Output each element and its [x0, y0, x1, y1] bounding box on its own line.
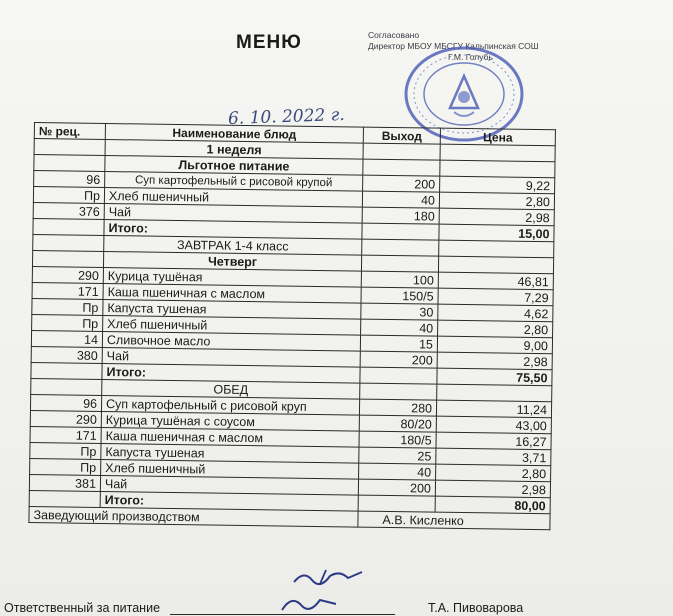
recipe-code: Пр [30, 442, 101, 459]
section-title: ЗАВТРАК 1-4 класс [104, 235, 362, 255]
recipe-code: 290 [30, 410, 101, 427]
header-code: № рец. [34, 123, 105, 140]
dish-price: 2,80 [436, 464, 551, 482]
approval-line: Согласовано [368, 30, 420, 40]
dish-price: 11,24 [436, 400, 551, 418]
dish-price: 2,98 [439, 208, 554, 226]
recipe-code: 14 [31, 330, 102, 347]
dish-output: 180/5 [359, 431, 436, 448]
dish-name: Курица тушёная с соусом [101, 411, 359, 431]
dish-name: Капуста тушеная [101, 443, 359, 463]
dish-output: 150/5 [361, 287, 438, 304]
dish-name: Каша пшеничная с маслом [101, 427, 359, 447]
dish-price: 3,71 [436, 448, 551, 466]
recipe-code: 96 [34, 171, 105, 188]
header-price: Цена [440, 128, 555, 146]
dish-name: Суп картофельный с рисовой крупой [105, 171, 363, 191]
dish-name: Капуста тушеная [103, 299, 361, 319]
recipe-code: Пр [32, 314, 103, 331]
dish-name: Сливочное масло [102, 331, 360, 351]
dish-price: 4,62 [438, 304, 553, 322]
recipe-code: 381 [29, 474, 100, 491]
total-label: Итого: [102, 363, 360, 383]
header-output: Выход [363, 127, 440, 144]
dish-name: Каша пшеничная с маслом [103, 283, 361, 303]
approval-signatory: Г.М. Голубь [448, 52, 493, 62]
recipe-code: 171 [32, 282, 103, 299]
dish-price: 2,98 [435, 480, 550, 498]
dish-price: 2,98 [437, 352, 552, 370]
dish-price: 9,22 [440, 176, 555, 194]
dish-output: 40 [361, 319, 438, 336]
dish-output: 200 [363, 175, 440, 192]
dish-output: 280 [359, 399, 436, 416]
recipe-code: Пр [33, 187, 104, 204]
menu-date: 6. 10. 2022 г. [227, 104, 346, 130]
recipe-code: 380 [31, 346, 102, 363]
dish-output: 15 [360, 335, 437, 352]
footer-responsible [4, 601, 523, 615]
dish-price: 16,27 [436, 432, 551, 450]
dish-name: Суп картофельный с рисовой круп [101, 395, 359, 415]
signature-icon [276, 592, 356, 614]
total-value: 75,50 [437, 368, 552, 386]
dish-name: Чай [100, 475, 358, 495]
total-value: 15,00 [439, 224, 554, 242]
dish-price: 9,00 [437, 336, 552, 354]
dish-name: Хлеб пшеничный [104, 187, 362, 207]
recipe-code: 96 [30, 394, 101, 411]
head-of-production-name: А.В. Кисленко [358, 511, 550, 530]
page-title: МЕНЮ [236, 32, 302, 53]
dish-output: 100 [361, 271, 438, 288]
dish-price: 2,80 [438, 320, 553, 338]
day-label: Четверг [103, 251, 361, 271]
recipe-code: Пр [30, 458, 101, 475]
week-label: 1 неделя [105, 139, 363, 159]
total-label: Итого: [104, 219, 362, 239]
section-title: ОБЕД [102, 379, 360, 399]
dish-output: 200 [358, 479, 435, 496]
dish-output: 25 [359, 447, 436, 464]
dish-output: 80/20 [359, 415, 436, 432]
head-of-production-label: Заведующий производством [29, 506, 358, 527]
dish-name: Чай [102, 347, 360, 367]
dish-name: Курица тушёная [103, 267, 361, 287]
dish-output: 40 [362, 191, 439, 208]
header-name: Наименование блюд [105, 123, 363, 143]
recipe-code: 171 [30, 426, 101, 443]
recipe-code: Пр [32, 298, 103, 315]
approval-block [368, 30, 598, 63]
dish-price: 46,81 [438, 272, 553, 290]
section-title: Льготное питание [105, 155, 363, 175]
dish-price: 2,80 [439, 192, 554, 210]
dish-name: Хлеб пшеничный [103, 315, 361, 335]
dish-price: 43,00 [436, 416, 551, 434]
approval-line: Директор МБОУ МБСГУ Кальпинская СОШ [368, 41, 539, 51]
responsible-label: Ответственный за питание [4, 601, 161, 615]
dish-output: 200 [360, 351, 437, 368]
dish-output: 180 [362, 207, 439, 224]
dish-name: Чай [104, 203, 362, 223]
total-label: Итого: [100, 491, 358, 511]
dish-name: Хлеб пшеничный [101, 459, 359, 479]
menu-table [28, 122, 556, 530]
dish-output: 40 [359, 463, 436, 480]
dish-output: 30 [361, 303, 438, 320]
recipe-code: 290 [32, 266, 103, 283]
signature-icon [290, 566, 370, 588]
recipe-code: 376 [33, 202, 104, 219]
dish-price: 7,29 [438, 288, 553, 306]
responsible-name: Т.А. Пивоварова [428, 601, 524, 615]
total-value: 80,00 [435, 496, 550, 514]
